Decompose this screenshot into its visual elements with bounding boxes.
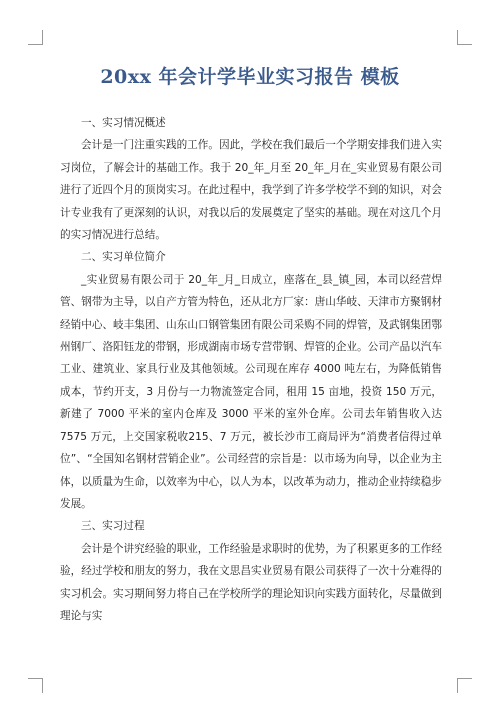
document-body: [60, 112, 442, 627]
section-heading-overview: 一、实习情况概述: [81, 117, 166, 129]
paragraph-overview: 会计是一门注重实践的工作。因此，学校在我们最后一个学期安排我们进入实习岗位，了解会计的基础工作。我于 20_年_月至 20_年_月在_实业贸易有限公司进行了近四个月的顶岗实习。在此过程中，我学到了许多学校学不到的知识，对会计专业我有了更深刻的认识，对我以后的发展奠定了坚实的基础。现在对这几个月的实习情况进行总结。: [60, 139, 442, 242]
crop-mark-bottom-right: [457, 678, 472, 693]
crop-mark-top-left: [28, 30, 43, 45]
crop-mark-bottom-left: [28, 678, 43, 693]
paragraph-company: _实业贸易有限公司于 20_年_月_日成立，座落在_县_镇_园，本司以经营焊管、钢带为主导，以自产方管为特色，还从北方厂家：唐山华岐、天津市方聚钢材经销中心、岐丰集团、山东山口钢管集团有限公司采购不同的焊管，及武钢集团鄂州钢厂、洛阳钰龙的带钢，形成湖南市场专营带钢、焊管的企业。公司产品以汽车工业、建筑业、家具行业及其他领域。公司现在库存 4000 吨左右，为降低销售成本，节约开支，3 月份与一力物流签定合同，租用 15 亩地，投资 150 万元，新建了 7000 平米的室内仓库及 3000 平米的室外仓库。公司去年销售收入达 7575 万元，上交国家税收215、7 万元，被长沙市工商局评为“消费者信得过单位”、“全国知名钢材营销企业”。公司经营的宗旨是：以市场为向导，以企业为主体，以质量为生命，以效率为中心，以人为本，以改革为动力，推动企业持续稳步发展。: [60, 273, 442, 510]
paragraph-process: 会计是个讲究经验的职业，工作经验是求职时的优势，为了积累更多的工作经验，经过学校和朋友的努力，我在文思昌实业贸易有限公司获得了一次十分难得的实习机会。实习期间努力将自己在学校所学的理论知识向实践方面转化，尽量做到理论与实: [60, 542, 442, 622]
crop-mark-top-right: [457, 30, 472, 45]
section-heading-company: 二、实习单位简介: [81, 251, 166, 264]
document-title: 20xx 年会计学毕业实习报告 模板: [100, 66, 400, 88]
section-heading-process: 三、实习过程: [81, 520, 145, 533]
